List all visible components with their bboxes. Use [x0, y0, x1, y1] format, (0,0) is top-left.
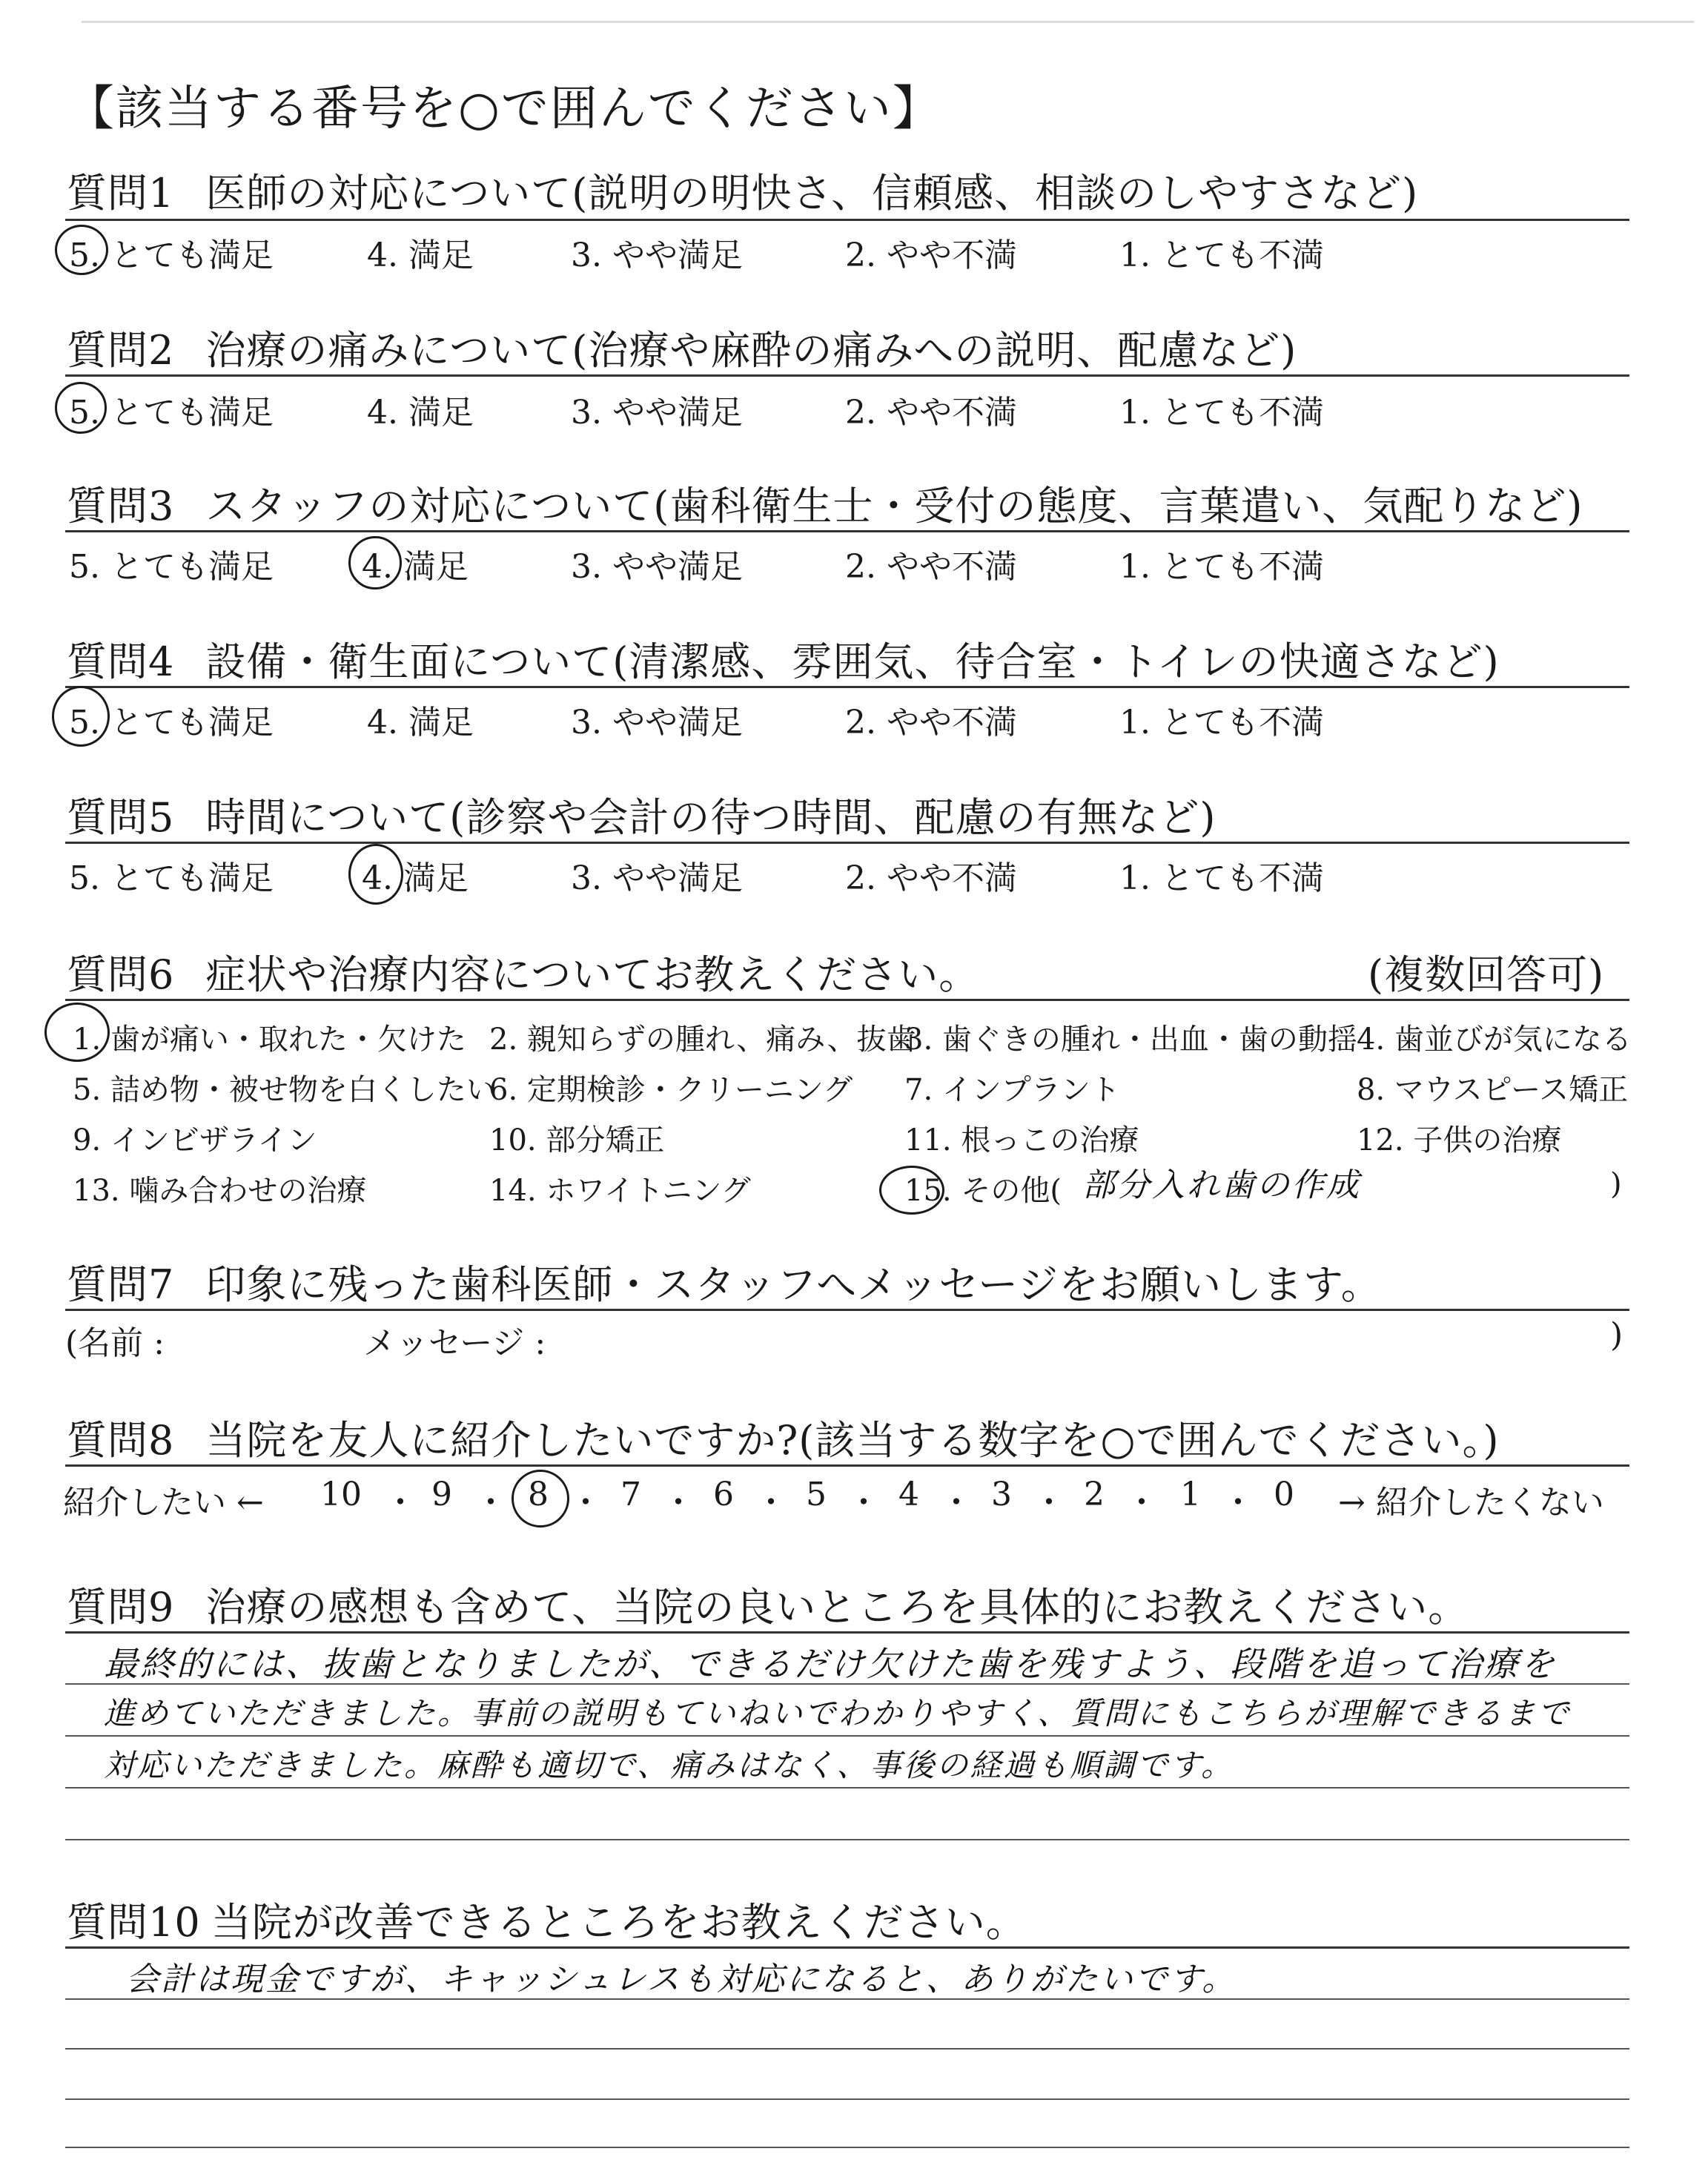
q6-option-3[interactable]: 3. 歯ぐきの腫れ・出血・歯の動揺 [904, 1023, 1357, 1057]
question-2-title [67, 319, 1297, 376]
q5-option-1[interactable]: 1. とても不満 [1119, 859, 1324, 897]
q8-sep: ・ [662, 1484, 695, 1522]
answer-line [65, 2098, 1629, 2100]
q3-selection-circle [348, 536, 402, 589]
question-5-number: 質問5 [67, 794, 175, 841]
q8-sep: ・ [755, 1484, 787, 1522]
q4-option-2[interactable]: 2. やや不満 [845, 704, 1017, 742]
question-9-number: 質問9 [67, 1584, 175, 1631]
question-2-text: 治療の痛みについて(治療や麻酔の痛みへの説明、配慮など) [205, 327, 1297, 374]
q6-option-9[interactable]: 9. インビザライン [73, 1123, 317, 1157]
q1-option-5[interactable]: 5. とても満足 [69, 237, 274, 274]
question-1-number: 質問1 [67, 170, 175, 217]
question-6-number: 質問6 [67, 951, 175, 998]
q4-selection-circle [52, 686, 110, 747]
q5-option-5[interactable]: 5. とても満足 [69, 859, 274, 897]
q6-option-1[interactable]: 1. 歯が痛い・取れた・欠けた [73, 1023, 466, 1057]
answer-line [65, 2147, 1629, 2148]
q6-option-12[interactable]: 12. 子供の治療 [1357, 1123, 1562, 1157]
q1-option-2[interactable]: 2. やや不満 [845, 237, 1017, 274]
q8-scale-9[interactable]: 9 [431, 1476, 452, 1513]
q1-selection-circle [55, 225, 108, 275]
q3-option-4[interactable]: 4. 満足 [362, 548, 469, 586]
q8-right-label: → 紹介したくない [1338, 1484, 1604, 1522]
q8-scale-10[interactable]: 10 [320, 1476, 362, 1513]
q6-option-6[interactable]: 6. 定期検診・クリーニング [489, 1073, 853, 1107]
question-4-number: 質問4 [67, 638, 175, 685]
q1-option-4[interactable]: 4. 満足 [367, 237, 474, 274]
q7-close-paren: ) [1610, 1316, 1623, 1354]
q5-selection-circle [348, 844, 403, 905]
question-6-text: 症状や治療内容についてお教えください。 [205, 951, 980, 998]
answer-line [65, 1787, 1629, 1789]
q4-option-4[interactable]: 4. 満足 [367, 704, 474, 742]
answer-line [65, 1839, 1629, 1840]
q6-option-2[interactable]: 2. 親知らずの腫れ、痛み、抜歯 [489, 1023, 916, 1057]
q2-option-4[interactable]: 4. 満足 [367, 394, 474, 432]
q8-sep: ・ [384, 1484, 417, 1522]
question-1-title [67, 162, 1418, 219]
q1-option-1[interactable]: 1. とても不満 [1119, 237, 1324, 274]
q5-option-3[interactable]: 3. やや満足 [571, 859, 743, 897]
q8-sep: ・ [940, 1484, 973, 1522]
q6-option-8[interactable]: 8. マウスピース矯正 [1357, 1073, 1629, 1107]
q5-option-2[interactable]: 2. やや不満 [845, 859, 1017, 897]
q6-option-7[interactable]: 7. インプラント [904, 1073, 1120, 1107]
question-6-note: (複数回答可) [1368, 951, 1605, 998]
q3-option-3[interactable]: 3. やや満足 [571, 548, 743, 586]
q8-left-label: 紹介したい ← [63, 1484, 264, 1522]
question-4-text: 設備・衛生面について(清潔感、雰囲気、待合室・トイレの快適さなど) [205, 638, 1500, 685]
question-7-title [67, 1253, 1382, 1310]
answer-line [65, 2048, 1629, 2050]
q6-other-handwritten: 部分入れ歯の作成 [1082, 1166, 1361, 1204]
question-2-rule [65, 374, 1629, 377]
q4-option-3[interactable]: 3. やや満足 [571, 704, 743, 742]
question-9-rule [65, 1631, 1629, 1634]
question-2-number: 質問2 [67, 327, 175, 374]
question-3-title [67, 475, 1583, 532]
question-4-title [67, 630, 1500, 687]
q4-option-1[interactable]: 1. とても不満 [1119, 704, 1324, 742]
question-10-rule [65, 1946, 1629, 1949]
question-1-rule [65, 219, 1629, 221]
q8-sep: ・ [474, 1484, 507, 1522]
q9-answer-line-1: 最終的には、抜歯となりましたが、できるだけ欠けた歯を残すよう、段階を追って治療を [104, 1644, 1557, 1684]
question-6-rule [65, 999, 1629, 1001]
question-10-text: 当院が改善できるところをお教えください。 [211, 1899, 1027, 1946]
q1-option-3[interactable]: 3. やや満足 [571, 237, 743, 274]
q6-selection-circle-1 [44, 1003, 110, 1062]
q2-option-5[interactable]: 5. とても満足 [69, 394, 274, 432]
question-3-text: スタッフの対応について(歯科衛生士・受付の態度、言葉遣い、気配りなど) [205, 483, 1583, 529]
question-5-text: 時間について(診察や会計の待つ時間、配慮の有無など) [205, 794, 1217, 841]
question-8-rule [65, 1464, 1629, 1467]
question-5-rule [65, 842, 1629, 844]
question-3-rule [65, 530, 1629, 532]
q5-option-4[interactable]: 4. 満足 [362, 859, 469, 897]
top-border-line [82, 21, 1694, 23]
question-9-title [67, 1576, 1469, 1633]
question-6-title [67, 943, 979, 1000]
q10-answer-line-1: 会計は現金ですが、キャッシュレスも対応になると、ありがたいです。 [126, 1961, 1237, 1998]
q2-option-2[interactable]: 2. やや不満 [845, 394, 1017, 432]
q8-scale-8[interactable]: 8 [528, 1476, 549, 1513]
q7-message-label[interactable]: メッセージ : [363, 1324, 546, 1362]
q7-name-label[interactable]: (名前 : [65, 1324, 165, 1362]
q2-option-3[interactable]: 3. やや満足 [571, 394, 743, 432]
question-7-rule [65, 1309, 1629, 1311]
q6-option-10[interactable]: 10. 部分矯正 [489, 1123, 665, 1157]
question-3-number: 質問3 [67, 483, 175, 529]
q8-sep: ・ [847, 1484, 880, 1522]
q2-selection-circle [55, 382, 107, 434]
q8-scale-6[interactable]: 6 [713, 1476, 734, 1513]
q2-option-1[interactable]: 1. とても不満 [1119, 394, 1324, 432]
q8-scale-4[interactable]: 4 [898, 1476, 919, 1513]
q6-other-close-paren: ) [1610, 1167, 1622, 1201]
question-8-text: 当院を友人に紹介したいですか?(該当する数字を○で囲んでください。) [205, 1417, 1500, 1464]
q8-scale-7[interactable]: 7 [620, 1476, 641, 1513]
q6-option-4[interactable]: 4. 歯並びが気になる [1357, 1023, 1632, 1057]
question-8-title [67, 1409, 1500, 1466]
question-4-rule [65, 686, 1629, 688]
page-title: 【該当する番号を○で囲んでください】 [67, 82, 941, 136]
q8-sep: ・ [1222, 1484, 1254, 1522]
q8-scale-0[interactable]: 0 [1274, 1476, 1294, 1513]
q3-option-2[interactable]: 2. やや不満 [845, 548, 1017, 586]
q6-selection-circle-15 [879, 1166, 944, 1215]
q4-option-5[interactable]: 5. とても満足 [69, 704, 274, 742]
q9-answer-line-3: 対応いただきました。麻酔も適切で、痛みはなく、事後の経過も順調です。 [104, 1747, 1234, 1783]
q6-option-5[interactable]: 5. 詰め物・被せ物を白くしたい [73, 1073, 496, 1107]
q8-scale-5[interactable]: 5 [806, 1476, 827, 1513]
q8-sep: ・ [569, 1484, 602, 1522]
q3-option-1[interactable]: 1. とても不満 [1119, 548, 1324, 586]
question-10-title [67, 1891, 1027, 1948]
q6-option-13[interactable]: 13. 噛み合わせの治療 [73, 1174, 367, 1208]
q8-sep: ・ [1033, 1484, 1065, 1522]
q8-sep: ・ [1125, 1484, 1158, 1522]
q3-option-5[interactable]: 5. とても満足 [69, 548, 274, 586]
q9-answer-line-2: 進めていただきました。事前の説明もていねいでわかりやすく、質問にもこちらが理解できるまで [104, 1695, 1572, 1731]
question-9-text: 治療の感想も含めて、当院の良いところを具体的にお教えください。 [205, 1584, 1469, 1631]
q6-option-15[interactable]: 15. その他( [904, 1174, 1062, 1208]
q6-option-11[interactable]: 11. 根っこの治療 [904, 1123, 1139, 1157]
answer-line [65, 1735, 1629, 1737]
q8-selection-circle [512, 1470, 569, 1527]
question-5-title [67, 786, 1216, 843]
question-8-number: 質問8 [67, 1417, 175, 1464]
q8-scale-1[interactable]: 1 [1180, 1476, 1201, 1513]
q6-option-14[interactable]: 14. ホワイトニング [489, 1174, 751, 1208]
question-7-number: 質問7 [67, 1261, 175, 1308]
question-1-text: 医師の対応について(説明の明快さ、信頼感、相談のしやすさなど) [205, 170, 1419, 217]
q8-scale-3[interactable]: 3 [991, 1476, 1012, 1513]
q8-scale-2[interactable]: 2 [1084, 1476, 1105, 1513]
question-10-number: 質問10 [67, 1899, 201, 1946]
question-7-text: 印象に残った歯科医師・スタッフへメッセージをお願いします。 [205, 1261, 1382, 1308]
